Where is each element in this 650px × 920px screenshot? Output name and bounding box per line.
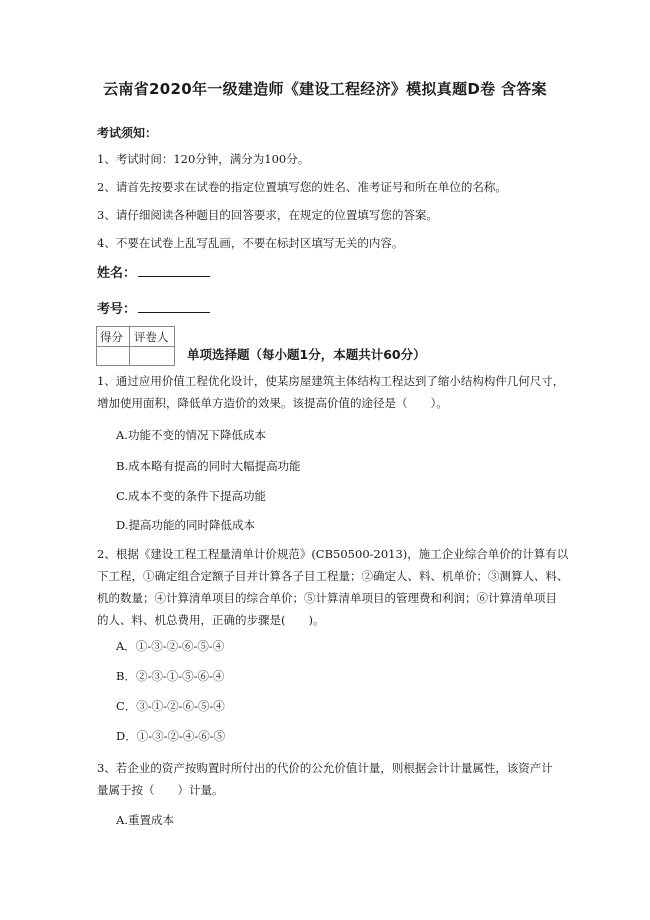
question-2-option-a: A．①-③-②-⑥-⑤-④ <box>116 639 225 653</box>
question-2-option-c: C．③-①-②-⑥-⑤-④ <box>116 699 225 713</box>
question-2-option-b: B．②-③-①-⑤-⑥-④ <box>116 669 225 683</box>
name-field[interactable] <box>97 262 210 281</box>
notice-item: 3、请仔细阅读各种题目的回答要求，在规定的位置填写您的答案。 <box>97 208 438 222</box>
exam-title: 云南省2020年一级建造师《建设工程经济》模拟真题D卷 含答案 <box>103 80 547 98</box>
section-heading: 单项选择题（每小题1分，本题共计60分） <box>187 347 426 362</box>
score-label: 得分 <box>100 330 123 344</box>
notice-item: 1、考试时间：120分钟，满分为100分。 <box>97 152 310 166</box>
exam-no-field[interactable] <box>97 298 210 317</box>
question-3-option-a: A.重置成本 <box>116 813 174 827</box>
question-1-option-d: D.提高功能的同时降低成本 <box>116 518 255 532</box>
notice-heading: 考试须知： <box>97 126 158 140</box>
question-1-line: 1、通过应用价值工程优化设计，使某房屋建筑主体结构工程达到了缩小结构构件几何尺寸， <box>97 374 565 388</box>
question-2-line: 的人、料、机总费用，正确的步骤是( )。 <box>97 613 325 627</box>
notice-item: 4、不要在试卷上乱写乱画，不要在标封区填写无关的内容。 <box>97 236 404 250</box>
exam-no-blank[interactable] <box>138 300 210 313</box>
notice-item: 2、请首先按要求在试卷的指定位置填写您的姓名、准考证号和所在单位的名称。 <box>97 180 507 194</box>
question-2-option-d: D．①-③-②-④-⑥-⑤ <box>116 729 226 743</box>
question-1-option-c: C.成本不变的条件下提高功能 <box>116 489 267 503</box>
question-2-line: 2、根据《建设工程工程量清单计价规范》(CB50500-2013)，施工企业综合单价的计算有以 <box>97 547 569 561</box>
exam-no-label: 考号： <box>97 302 137 317</box>
question-1-option-b: B.成本略有提高的同时大幅提高功能 <box>116 459 301 473</box>
name-label: 姓名： <box>97 266 137 281</box>
score-box <box>96 326 175 366</box>
question-3-line: 3、若企业的资产按购置时所付出的代价的公允价值计量，则根据会计计量属性，该资产计 <box>97 761 553 775</box>
name-blank[interactable] <box>138 264 210 277</box>
question-1-option-a: A.功能不变的情况下降低成本 <box>116 428 266 442</box>
grader-label: 评卷人 <box>134 330 169 344</box>
question-2-line: 下工程，①确定组合定额子目并计算各子目工程量；②确定人、料、机单价；③测算人、料、 <box>97 569 569 583</box>
question-3-line: 量属于按（ ）计量。 <box>97 783 224 797</box>
question-1-line: 增加使用面积，降低单方造价的效果。该提高价值的途径是（ ）。 <box>97 396 448 410</box>
question-2-line: 机的数量；④计算清单项目的综合单价；⑤计算清单项目的管理费和利润；⑥计算清单项目 <box>97 591 557 605</box>
